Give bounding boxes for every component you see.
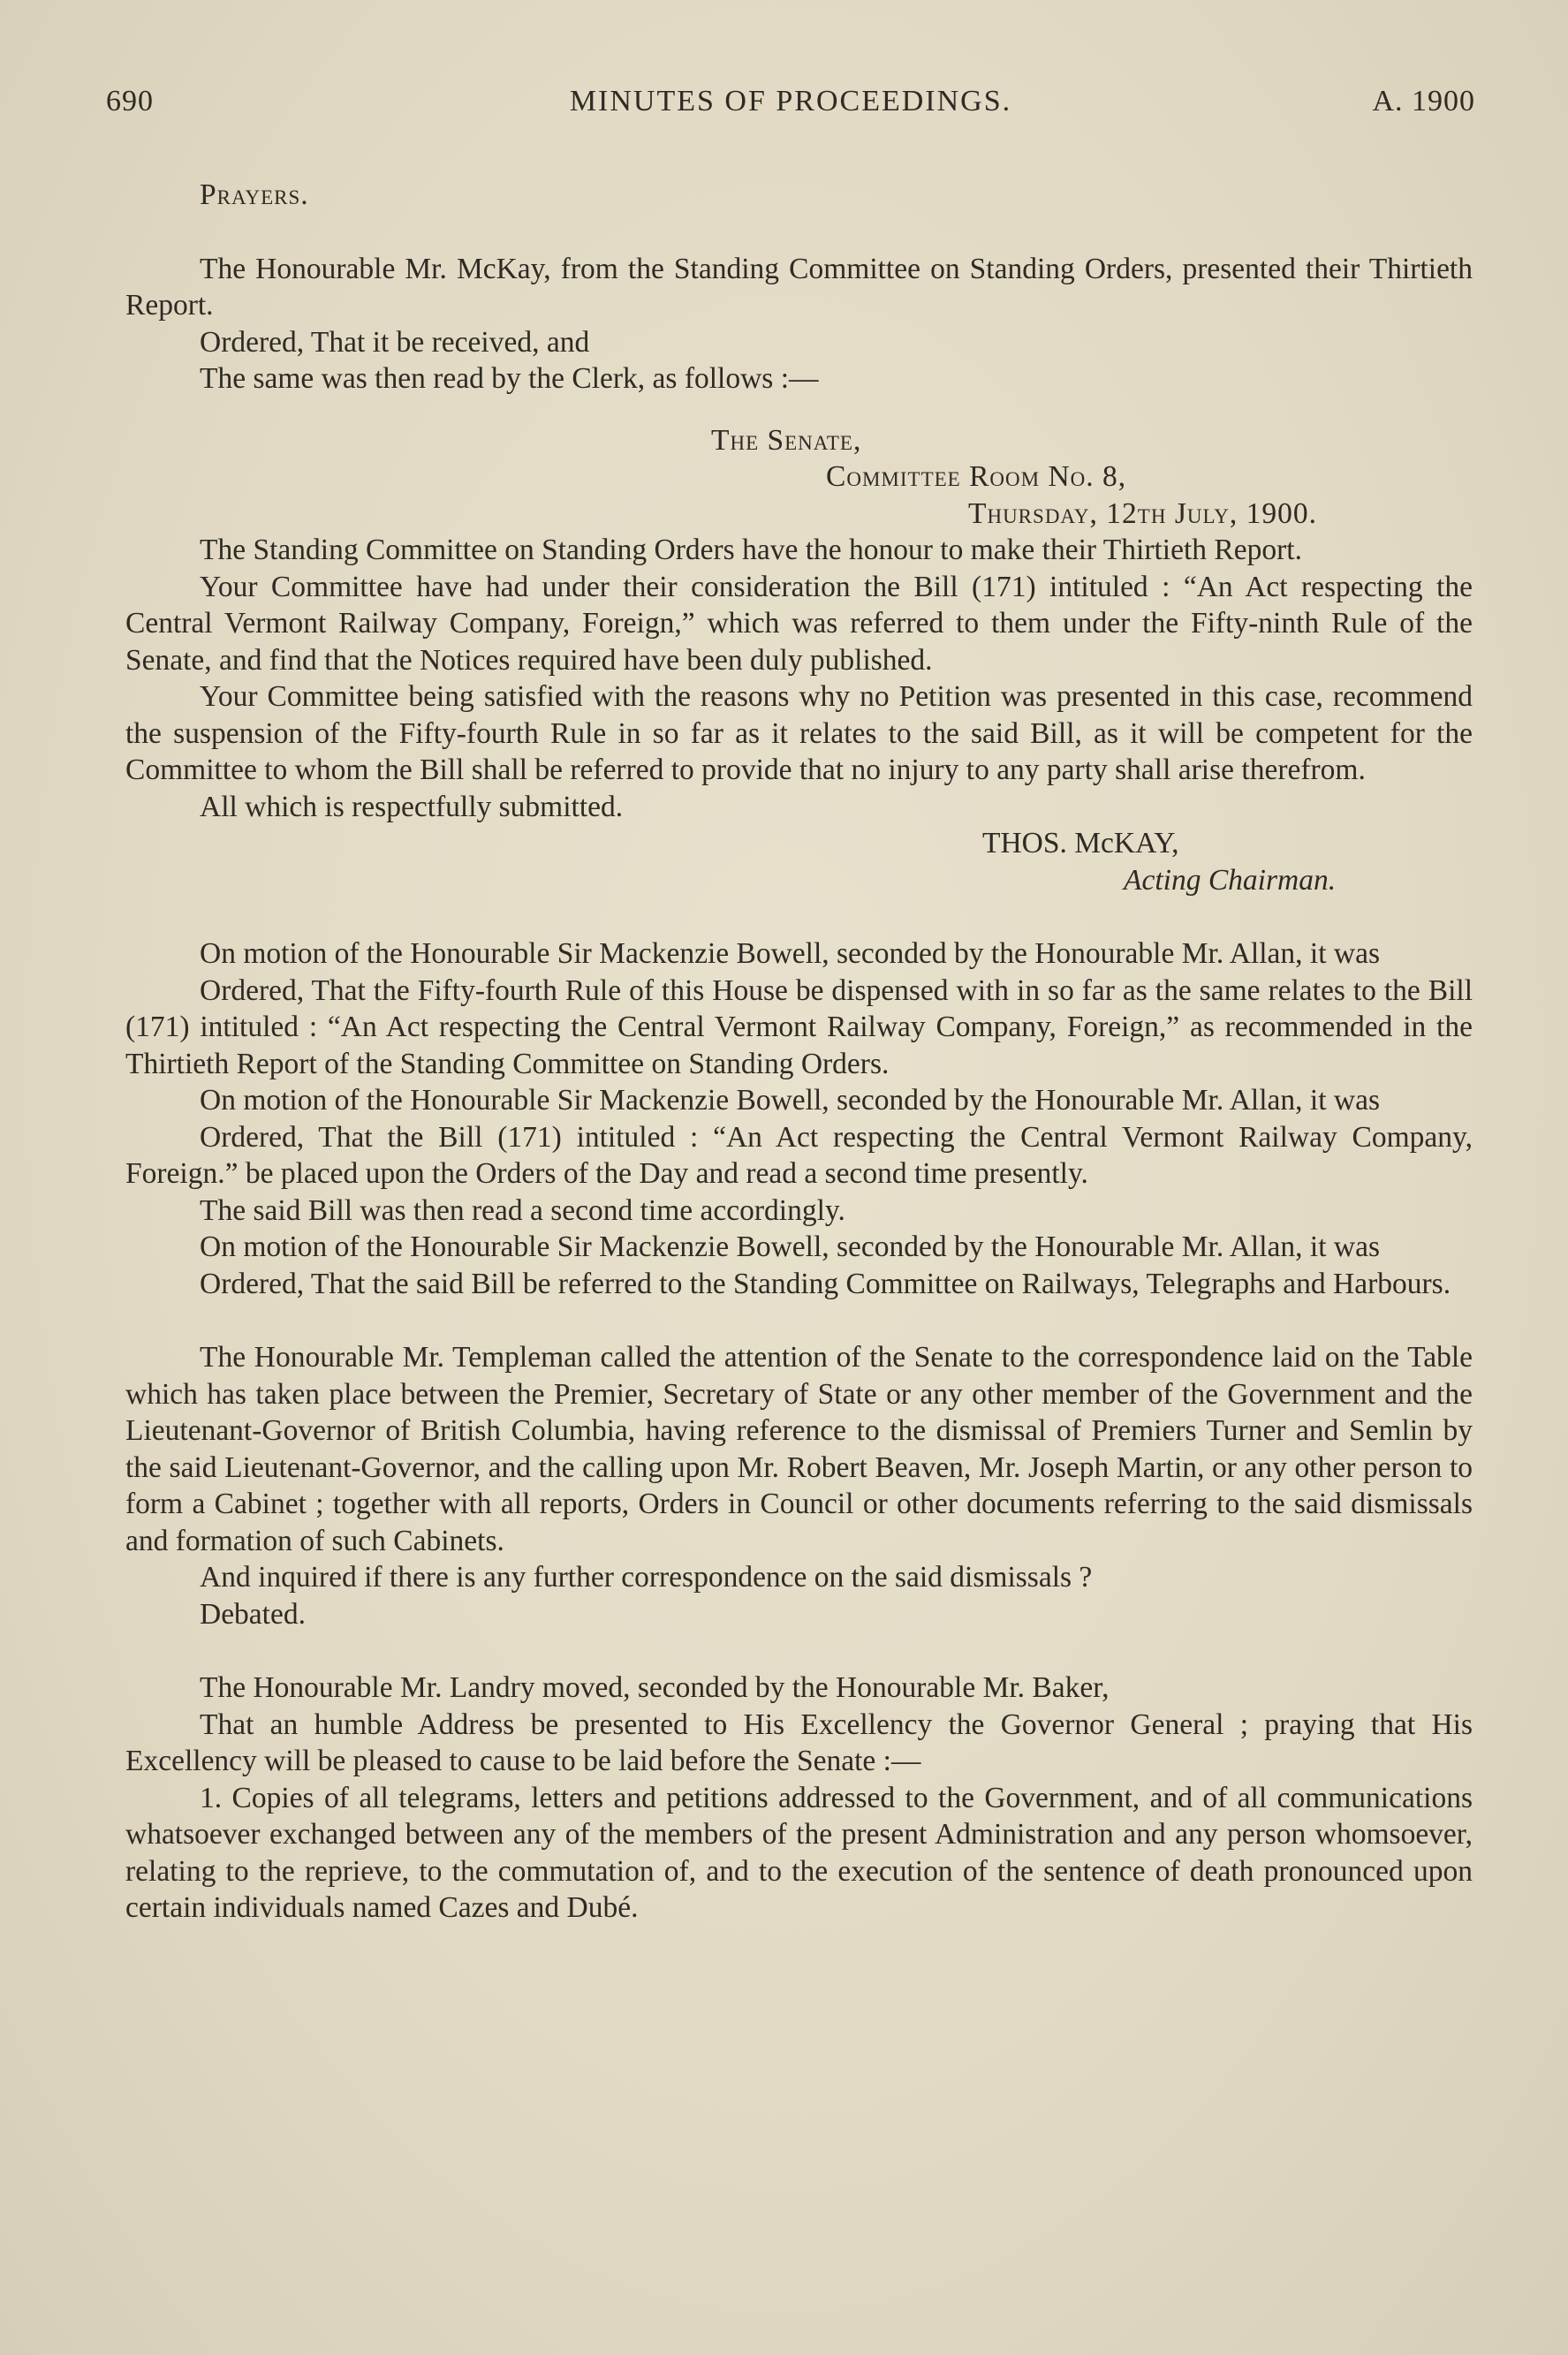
page-header xyxy=(106,85,1475,129)
paragraph: Your Committee have had under their consideration the Bill (171) intituled : “An Act respecting the Central Vermont Railway Company, Foreign,” which was referred to them under the Fifty-ninth Rule of the Senate, and find that the Notices required have been duly published. xyxy=(125,570,1473,677)
paragraph: 1. Copies of all telegrams, letters and petitions addressed to the Government, and of all communications whatsoever exchanged between any of the members of the present Administration and any person whomsoever, relating to the reprieve, to the commutation of, and to the execution of the sentence of death pronounced upon certain individuals named Cazes and Dubé. xyxy=(125,1781,1473,1924)
prayers-heading: Prayers. xyxy=(200,178,309,211)
paragraph: The said Bill was then read a second time accordingly. xyxy=(200,1193,845,1227)
paragraph: Ordered, That the said Bill be referred to the Standing Committee on Railways, Telegraphs and Harbours. xyxy=(200,1267,1451,1300)
report-address-line: The Senate, xyxy=(711,423,862,457)
paragraph: Ordered, That the Fifty-fourth Rule of this House be dispensed with in so far as the same relates to the Bill (171) intituled : “An Act respecting the Central Vermont Railway Company, Foreign,” as recommended in the Thirtieth Report of the Standing Committee on Standing Orders. xyxy=(125,973,1473,1080)
paragraph: Your Committee being satisfied with the reasons why no Petition was presented in this case, recommend the suspension of the Fifty-fourth Rule in so far as it relates to the said Bill, as it will be competent for the Committee to whom the Bill shall be referred to provide that no injury to any party shall arise therefrom. xyxy=(125,680,1473,786)
paragraph: The Honourable Mr. Landry moved, seconded by the Honourable Mr. Baker, xyxy=(200,1671,1110,1704)
signature-name: THOS. McKAY, xyxy=(982,827,1179,859)
paragraph: All which is respectfully submitted. xyxy=(200,790,624,823)
report-address-line: Committee Room No. 8, xyxy=(826,460,1127,493)
report-date-line: Thursday, 12th July, 1900. xyxy=(968,496,1317,530)
paragraph: The Honourable Mr. McKay, from the Standing Committee on Standing Orders, presented their Thirtieth Report. xyxy=(125,252,1473,322)
paragraph: And inquired if there is any further correspondence on the said dismissals ? xyxy=(200,1561,1093,1594)
signature-title: Acting Chairman. xyxy=(1124,863,1337,897)
paragraph: The Standing Committee on Standing Orders have the honour to make their Thirtieth Report. xyxy=(200,534,1302,566)
document-body xyxy=(125,177,1473,1927)
paragraph: On motion of the Honourable Sir Mackenzie Bowell, seconded by the Honourable Mr. Allan, it was xyxy=(200,937,1380,970)
paragraph: On motion of the Honourable Sir Mackenzie Bowell, seconded by the Honourable Mr. Allan, it was xyxy=(200,1084,1380,1117)
paragraph: The same was then read by the Clerk, as follows :— xyxy=(200,362,819,395)
paragraph: Ordered, That the Bill (171) intituled : “An Act respecting the Central Vermont Railway Company, Foreign.” be placed upon the Orders of the Day and read a second time presently. xyxy=(125,1120,1473,1190)
page-year: A. 1900 xyxy=(1372,85,1475,117)
paragraph: On motion of the Honourable Sir Mackenzie Bowell, seconded by the Honourable Mr. Allan, it was xyxy=(200,1231,1380,1263)
paragraph: The Honourable Mr. Templeman called the attention of the Senate to the correspondence laid on the Table which has taken place between the Premier, Secretary of State or any other member of the Government and the Lieutenant-Governor of British Columbia, having reference to the dismissal of Premiers Turner and Semlin by the said Lieutenant-Governor, and the calling upon Mr. Robert Beaven, Mr. Joseph Martin, or any other person to form a Cabinet ; together with all reports, Orders in Council or other documents referring to the said dismissals and formation of such Cabinets. xyxy=(125,1341,1473,1557)
page-number: 690 xyxy=(106,85,154,117)
paragraph: That an humble Address be presented to His Excellency the Governor General ; praying that His Excellency will be pleased to cause to be laid before the Senate :— xyxy=(125,1708,1473,1777)
page-title: MINUTES OF PROCEEDINGS. xyxy=(569,85,1012,117)
paragraph: Ordered, That it be received, and xyxy=(200,325,590,359)
paragraph: Debated. xyxy=(200,1597,306,1631)
